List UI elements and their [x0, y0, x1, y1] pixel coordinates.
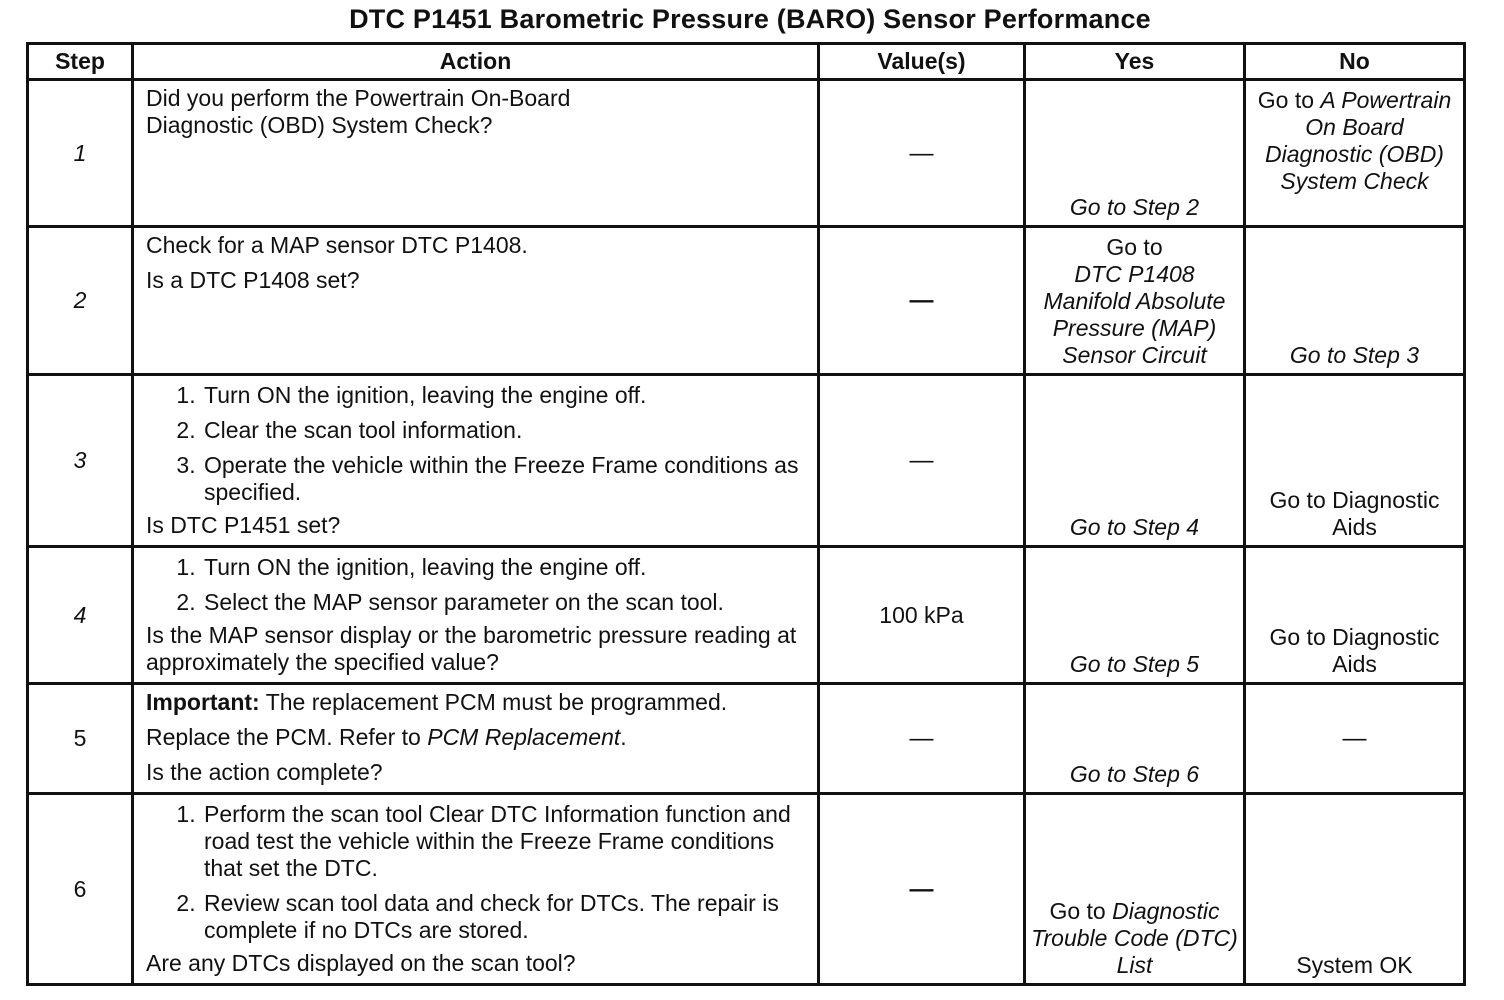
- table-row: [28, 227, 1465, 375]
- value-text: —: [909, 725, 934, 752]
- action-question: Is DTC P1451 set?: [146, 512, 341, 538]
- action-question: Is the action complete?: [146, 759, 383, 785]
- value-cell: [819, 227, 1025, 375]
- value-text: —: [909, 139, 934, 167]
- no-link[interactable]: A Powertrain On Board Diagnostic (OBD) System Check: [1265, 87, 1452, 194]
- no-cell: [1245, 684, 1465, 794]
- header-action: Action: [133, 44, 819, 80]
- yes-cell: [1025, 227, 1245, 375]
- action-step: 1. Turn ON the ignition, leaving the engine off.: [202, 382, 807, 409]
- action-step: 1. Turn ON the ignition, leaving the engine off.: [202, 554, 807, 581]
- header-values: Value(s): [819, 44, 1025, 80]
- no-cell: [1245, 547, 1465, 684]
- step-number: 6: [28, 794, 133, 985]
- replace-suffix: .: [620, 724, 627, 750]
- important-note: [146, 689, 807, 716]
- yes-link[interactable]: Go to Step 4: [1069, 514, 1200, 540]
- yes-cell: [1025, 375, 1245, 547]
- important-label: Important:: [146, 689, 260, 715]
- value-cell: [819, 684, 1025, 794]
- action-text: Check for a MAP sensor DTC P1408.: [146, 232, 528, 258]
- header-no: No: [1245, 44, 1465, 80]
- action-cell: [133, 375, 819, 547]
- table-row: [28, 684, 1465, 794]
- header-step: Step: [28, 44, 133, 80]
- value-text: —: [909, 287, 934, 314]
- action-question: Is a DTC P1408 set?: [146, 267, 360, 293]
- action-step: 2. Select the MAP sensor parameter on the scan tool.: [202, 589, 807, 616]
- replace-prefix: Replace the PCM. Refer to: [146, 724, 428, 750]
- step-number: 5: [28, 684, 133, 794]
- important-text: The replacement PCM must be programmed.: [259, 689, 728, 715]
- no-link[interactable]: Go to Step 3: [1289, 342, 1420, 368]
- action-step: 3. Operate the vehicle within the Freeze Frame conditions as specified.: [202, 452, 807, 506]
- value-cell: [819, 547, 1025, 684]
- yes-cell: [1025, 80, 1245, 227]
- value-cell: [819, 375, 1025, 547]
- yes-link[interactable]: Go to Step 6: [1069, 761, 1200, 787]
- table-row: [28, 80, 1465, 227]
- no-cell: [1245, 80, 1465, 227]
- value-text: —: [909, 875, 934, 903]
- replace-link[interactable]: PCM Replacement: [427, 724, 621, 750]
- no-text: —: [1342, 725, 1367, 752]
- no-cell: [1245, 794, 1465, 985]
- no-text: System OK: [1296, 952, 1413, 978]
- action-cell: [133, 684, 819, 794]
- table-row: [28, 794, 1465, 985]
- header-yes: Yes: [1025, 44, 1245, 80]
- action-question: Is the MAP sensor display or the barometric pressure reading at approximately the specified value?: [146, 622, 797, 675]
- table-row: [28, 375, 1465, 547]
- action-step-list: [146, 554, 807, 616]
- action-question-line: Did you perform the Powertrain On-Board: [146, 85, 571, 111]
- yes-link[interactable]: Go to Step 2: [1069, 194, 1200, 220]
- step-number: 2: [28, 227, 133, 375]
- action-step-list: [146, 382, 807, 506]
- yes-link[interactable]: Go to Step 5: [1069, 651, 1200, 677]
- yes-link[interactable]: DTC P1408 Manifold Absolute Pressure (MAP) Sensor Circuit: [1043, 261, 1226, 368]
- step-number: 3: [28, 375, 133, 547]
- no-cell: [1245, 375, 1465, 547]
- page-title: DTC P1451 Barometric Pressure (BARO) Sensor Performance: [349, 4, 1151, 34]
- value-cell: [819, 794, 1025, 985]
- value-cell: [819, 80, 1025, 227]
- no-link[interactable]: Go to Diagnostic Aids: [1269, 487, 1440, 540]
- no-cell: [1245, 227, 1465, 375]
- action-cell: [133, 794, 819, 985]
- value-text: 100 kPa: [879, 601, 964, 628]
- yes-prefix: Go to: [1106, 234, 1163, 260]
- yes-cell: [1025, 794, 1245, 985]
- action-step: 2. Review scan tool data and check for DTCs. The repair is complete if no DTCs are stored.: [202, 890, 807, 944]
- action-step: 1. Perform the scan tool Clear DTC Information function and road test the vehicle within the Freeze Frame conditions that set the DTC.: [202, 801, 807, 882]
- action-question-line: Diagnostic (OBD) System Check?: [146, 112, 493, 138]
- action-question: Are any DTCs displayed on the scan tool?: [146, 950, 576, 976]
- yes-prefix: Go to: [1049, 898, 1113, 924]
- step-number: 4: [28, 547, 133, 684]
- yes-link[interactable]: Diagnostic Trouble Code (DTC) List: [1031, 898, 1238, 978]
- header-row: [28, 44, 1465, 80]
- action-step: 2. Clear the scan tool information.: [202, 417, 807, 444]
- action-cell: [133, 547, 819, 684]
- table-row: [28, 547, 1465, 684]
- no-prefix: Go to: [1257, 87, 1321, 113]
- no-link[interactable]: Go to Diagnostic Aids: [1269, 624, 1440, 677]
- action-cell: [133, 80, 819, 227]
- value-text: —: [909, 447, 934, 474]
- yes-cell: [1025, 684, 1245, 794]
- diagnostic-table: [26, 42, 1466, 986]
- action-step-list: [146, 801, 807, 944]
- replace-instruction: [146, 724, 807, 751]
- step-number: 1: [28, 80, 133, 227]
- action-cell: [133, 227, 819, 375]
- yes-cell: [1025, 547, 1245, 684]
